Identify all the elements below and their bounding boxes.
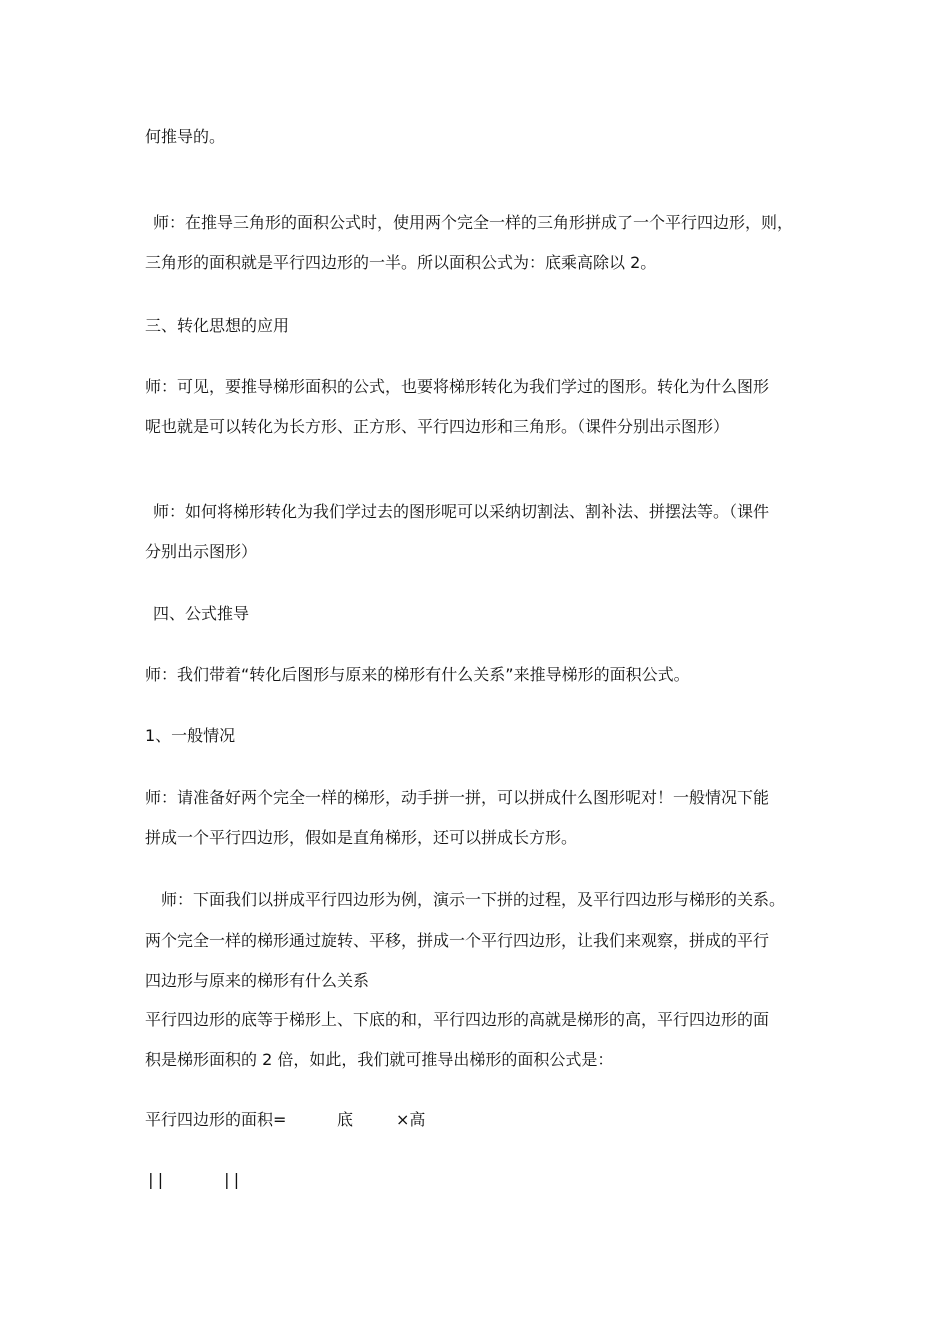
text-line: 呢也就是可以转化为长方形、正方形、平行四边形和三角形。（课件分别出示图形） xyxy=(145,417,730,436)
formula-height: ×高 xyxy=(396,1110,426,1129)
formula-left: 平行四边形的面积= xyxy=(145,1110,287,1129)
equality-mark-left: || xyxy=(146,1170,166,1189)
text-line: 拼成一个平行四边形，假如是直角梯形，还可以拼成长方形。 xyxy=(145,828,578,847)
text-line: 师：可见，要推导梯形面积的公式，也要将梯形转化为我们学过的图形。转化为什么图形 xyxy=(145,377,770,396)
text-line: 师：我们带着“转化后图形与原来的梯形有什么关系”来推导梯形的面积公式。 xyxy=(145,665,690,684)
section-heading: 三、转化思想的应用 xyxy=(145,316,290,335)
text-line: 何推导的。 xyxy=(145,127,226,146)
text-line: 四边形与原来的梯形有什么关系 xyxy=(145,971,370,990)
text-line: 积是梯形面积的 2 倍，如此，我们就可推导出梯形的面积公式是： xyxy=(145,1050,614,1069)
equality-mark-right: || xyxy=(222,1170,242,1189)
text-line: 分别出示图形） xyxy=(145,542,258,561)
text-line: 三角形的面积就是平行四边形的一半。所以面积公式为：底乘高除以 2。 xyxy=(145,253,657,272)
subsection-heading: 1、一般情况 xyxy=(145,726,236,745)
formula-base: 底 xyxy=(337,1110,354,1129)
text-line: 平行四边形的底等于梯形上、下底的和，平行四边形的高就是梯形的高，平行四边形的面 xyxy=(145,1010,770,1029)
text-line: 师：在推导三角形的面积公式时，使用两个完全一样的三角形拼成了一个平行四边形，则， xyxy=(153,213,794,232)
text-line: 师：如何将梯形转化为我们学过去的图形呢可以采纳切割法、割补法、拼摆法等。（课件 xyxy=(153,502,770,521)
text-line: 师：请准备好两个完全一样的梯形，动手拼一拼，可以拼成什么图形呢对！一般情况下能 xyxy=(145,788,770,807)
text-line: 师：下面我们以拼成平行四边形为例，演示一下拼的过程，及平行四边形与梯形的关系。 xyxy=(161,890,786,909)
section-heading: 四、公式推导 xyxy=(153,604,250,623)
text-line: 两个完全一样的梯形通过旋转、平移，拼成一个平行四边形，让我们来观察，拼成的平行 xyxy=(145,931,770,950)
